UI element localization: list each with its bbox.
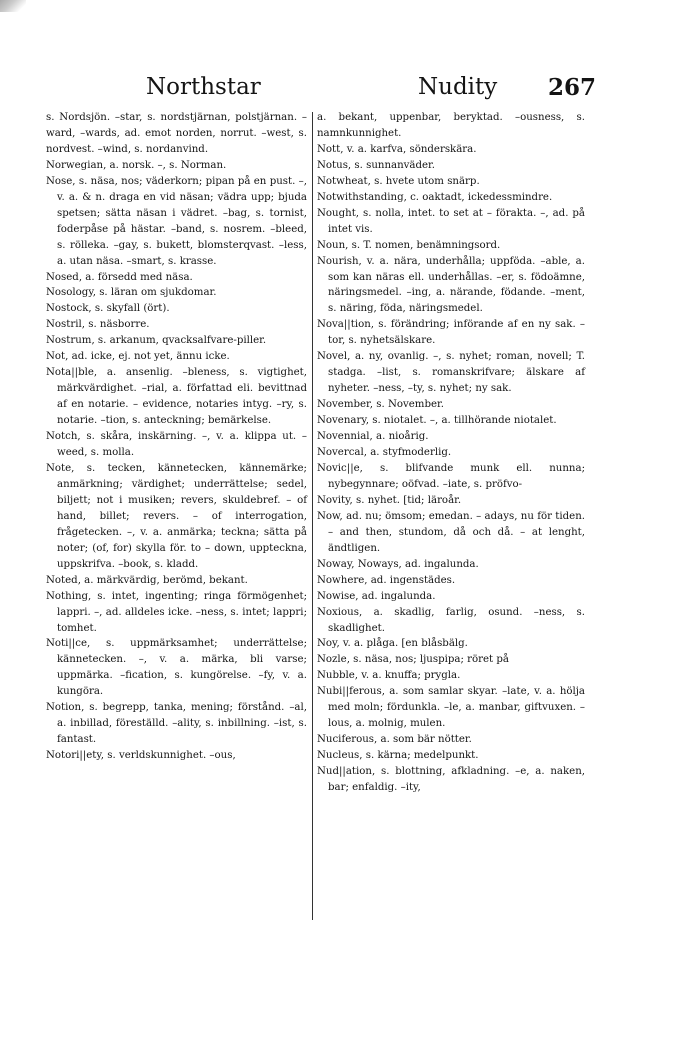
- left-column: [46, 110, 307, 764]
- entry: Nosology, s. läran om sjukdomar.: [46, 287, 217, 299]
- entry: Nubi||ferous, a. som samlar skyar. –late, v. a. hölja med moln; fördunkla. –le, a. manbar, giftvuxen. –lous, a. molnig, mulen.: [317, 686, 585, 730]
- entry: Noun, s. T. nomen, benämningsord.: [317, 239, 501, 251]
- entry: Nud||ation, s. blottning, afkladning. –e, a. naken, bar; enfaldig. –ity,: [317, 766, 585, 794]
- entry: Nubble, v. a. knuffa; prygla.: [317, 670, 461, 682]
- entry: Nucleus, s. kärna; medelpunkt.: [317, 750, 479, 762]
- entry: Novenary, s. niotalet. –, a. tillhörande niotalet.: [317, 415, 557, 427]
- entry: Novel, a. ny, ovanlig. –, s. nyhet; roman, novell; T. stadga. –list, s. romanskrifvare; älskare af nyheter. –ness, –ty, s. nyhet; ny sak.: [317, 351, 585, 395]
- entry: November, s. November.: [317, 399, 445, 411]
- entry: Nothing, s. intet, ingenting; ringa förmögenhet; lappri. –, ad. alldeles icke. –ness, s. intet; lappri; tomhet.: [46, 590, 307, 634]
- entry: Nosed, a. försedd med näsa.: [46, 271, 193, 283]
- right-column: [317, 110, 585, 796]
- entry: Novity, s. nyhet. [tid; läroår.: [317, 494, 462, 506]
- entry: Nought, s. nolla, intet. to set at – förakta. –, ad. på intet vis.: [317, 207, 585, 235]
- entry: Nostock, s. skyfall (ört).: [46, 303, 170, 315]
- entry: Note, s. tecken, kännetecken, kännemärke; anmärkning; värdighet; underrättelse; sedel, biljett; not i musiken; revers, skuldebref. – of hand, billet; revers. – of interrogation, frågetecken. –, v. a. anmärka; teckna; sätta på noter; (of, for) skylla för. to – down, uppteckna, uppskrifva. –book, s. kladd.: [46, 462, 307, 570]
- entry: Noted, a. märkvärdig, berömd, bekant.: [46, 574, 248, 586]
- entry: Notion, s. begrepp, tanka, mening; förstånd. –al, a. inbillad, föreställd. –ality, s. inbillning. –ist, s. fantast.: [46, 702, 307, 746]
- column-divider: [312, 112, 313, 920]
- entry: Noti||ce, s. uppmärksamhet; underrättelse; kännetecken. –, v. a. märka, bli varse; uppmärka. –fication, s. kungörelse. –fy, v. a. kungöra.: [46, 638, 307, 698]
- entry: Notwithstanding, c. oaktadt, ickedessmindre.: [317, 191, 553, 203]
- guide-word-right: Nudity: [418, 74, 498, 100]
- entry: Notwheat, s. hvete utom snärp.: [317, 175, 480, 187]
- entry: Nota||ble, a. ansenlig. –bleness, s. vigtighet, märkvärdighet. –rial, a. författad eli. bevittnad af en notarie. – evidence, notaries intyg. –ry, s. notarie. –tion, s. anteckning; bemärkelse.: [46, 367, 307, 427]
- entry: Nostrum, s. arkanum, qvacksalfvare-piller.: [46, 335, 267, 347]
- entry: Noxious, a. skadlig, farlig, osund. –ness, s. skadlighet.: [317, 606, 585, 634]
- entry: a. bekant, uppenbar, beryktad. –ousness, s. namnkunnighet.: [317, 112, 585, 139]
- entry: Nourish, v. a. nära, underhålla; uppföda. –able, a. som kan näras ell. underhållas. –er, s. födoämne, näringsmedel. –ing, a. närande, födande. –ment, s. näring, föda, näringsmedel.: [317, 255, 585, 315]
- entry: Notus, s. sunnanväder.: [317, 159, 436, 171]
- guide-word-left: Northstar: [146, 74, 261, 100]
- entry: Novercal, a. styfmoderlig.: [317, 447, 452, 459]
- entry: Notori||ety, s. verldskunnighet. –ous,: [46, 750, 236, 762]
- entry: Norwegian, a. norsk. –, s. Norman.: [46, 159, 227, 171]
- page-number: 267: [548, 74, 597, 101]
- entry: Not, ad. icke, ej. not yet, ännu icke.: [46, 351, 230, 363]
- entry: Nowhere, ad. ingenstädes.: [317, 574, 456, 586]
- entry: Nott, v. a. karfva, sönderskära.: [317, 143, 477, 155]
- entry: Nostril, s. näsborre.: [46, 319, 150, 331]
- entry: Novic||e, s. blifvande munk ell. nunna; nybegynnare; oöfvad. –iate, s. pröfvo-: [317, 462, 585, 490]
- entry: Nowise, ad. ingalunda.: [317, 590, 436, 602]
- entry: Novennial, a. nioårig.: [317, 431, 429, 443]
- entry: Nova||tion, s. förändring; införande af en ny sak. –tor, s. nyhetsälskare.: [317, 319, 585, 347]
- entry: Now, ad. nu; ömsom; emedan. – adays, nu för tiden. – and then, stundom, då och då. – at lenght, ändtligen.: [317, 510, 585, 554]
- entry: Nozle, s. näsa, nos; ljuspipa; röret på: [317, 654, 509, 666]
- entry: Notch, s. skåra, inskärning. –, v. a. klippa ut. –weed, s. molla.: [46, 431, 307, 459]
- entry: Noy, v. a. plåga. [en blåsbälg.: [317, 638, 468, 650]
- entry: Nuciferous, a. som bär nötter.: [317, 734, 472, 746]
- entry: Noway, Noways, ad. ingalunda.: [317, 558, 479, 570]
- entry: Nose, s. näsa, nos; väderkorn; pipan på en pust. –, v. a. & n. draga en vid näsan; vädra upp; bjuda spetsen; sätta näsan i vädret. –bag, s. tornist, foderpåse på hästar. –band, s. nosrem. –bleed, s. rölleka. –gay, s. bukett, blomsterqvast. –less, a. utan näsa. –smart, s. krasse.: [46, 175, 307, 267]
- page-header: [0, 74, 696, 114]
- entry: s. Nordsjön. –star, s. nordstjärnan, polstjärnan. –ward, –wards, ad. emot norden, norrut. –west, s. nordvest. –wind, s. nordanvind.: [46, 112, 307, 155]
